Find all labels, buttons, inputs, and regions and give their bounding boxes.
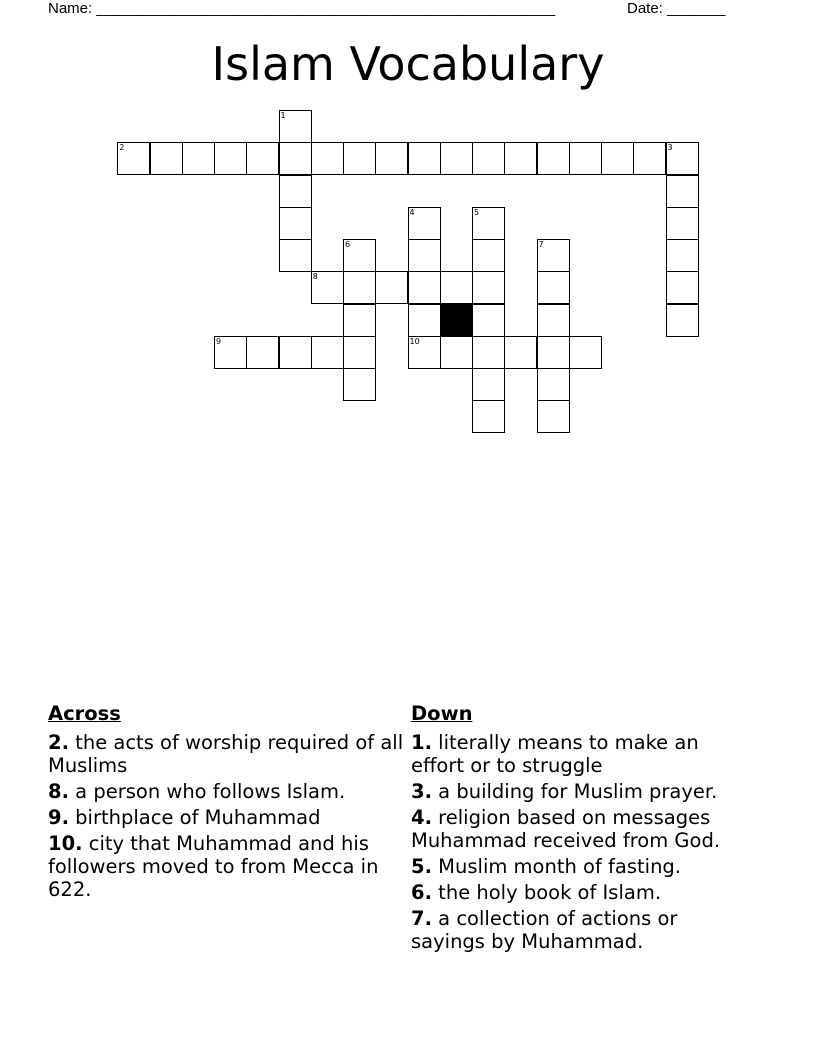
crossword-cell[interactable] [440,271,473,304]
clue-number: 2. [48,731,69,754]
across-clue [48,780,404,803]
clue-number-label: 5 [474,207,480,217]
clue-number-label: 10 [409,336,420,346]
crossword-cell[interactable] [666,175,699,208]
crossword-cell[interactable] [472,142,505,175]
clue-number: 4. [411,806,432,829]
crossword-cell[interactable] [343,304,376,337]
across-heading: Across [48,702,121,725]
crossword-cell[interactable] [343,142,376,175]
crossword-cell[interactable] [537,336,570,369]
crossword-cell[interactable] [440,336,473,369]
crossword-cell[interactable] [537,271,570,304]
clue-number-label: 3 [667,143,673,153]
crossword-cell[interactable] [343,271,376,304]
crossword-cell[interactable] [408,239,441,272]
clue-number: 1. [411,731,432,754]
crossword-cell[interactable] [472,336,505,369]
crossword-cell[interactable] [375,142,408,175]
clue-number-label: 2 [119,143,125,153]
crossword-cell[interactable] [279,336,312,369]
clue-number-label: 1 [280,111,286,120]
page-title: Islam Vocabulary [211,37,605,91]
crossword-cell[interactable] [375,271,408,304]
crossword-cell[interactable] [537,400,570,433]
crossword-cell[interactable] [311,271,344,304]
name-field-line[interactable]: Name: _______________________________________________________ [48,0,556,17]
crossword-cell[interactable] [408,142,441,175]
clue-number-label: 9 [216,336,222,346]
crossword-cell[interactable] [343,368,376,401]
crossword-cell[interactable] [311,336,344,369]
down-clue [411,881,751,904]
crossword-cell[interactable] [472,304,505,337]
crossword-cell[interactable] [633,142,666,175]
crossword-cell[interactable] [311,142,344,175]
crossword-cell[interactable] [504,336,537,369]
crossword-cell[interactable] [150,142,183,175]
across-clue [48,731,404,777]
down-clue [411,731,751,777]
clue-number: 10. [48,832,83,855]
clue-text: a building for Muslim prayer. [431,780,718,803]
crossword-cell[interactable] [117,142,150,175]
down-clues [411,702,751,956]
crossword-cell[interactable] [537,239,570,272]
crossword-cell[interactable] [408,271,441,304]
clue-number: 8. [48,780,69,803]
crossword-cell[interactable] [666,271,699,304]
crossword-grid [0,0,816,460]
crossword-cell[interactable] [182,142,215,175]
crossword-cell[interactable] [214,336,247,369]
clue-text: religion based on messages Muhammad received from God. [411,806,721,852]
crossword-cell[interactable] [537,142,570,175]
clue-number: 9. [48,806,69,829]
date-field-line[interactable]: Date: _______ [627,0,726,17]
crossword-cell[interactable] [279,239,312,272]
crossword-cell[interactable] [408,207,441,240]
crossword-cell[interactable] [343,336,376,369]
crossword-cell[interactable] [569,336,602,369]
clue-text: Muslim month of fasting. [431,855,682,878]
crossword-cell[interactable] [279,142,312,175]
crossword-cell[interactable] [472,271,505,304]
crossword-cell[interactable] [408,304,441,337]
clue-text: birthplace of Muhammad [68,806,321,829]
crossword-cell[interactable] [666,239,699,272]
clue-number: 7. [411,907,432,930]
clue-number-label: 6 [345,240,351,249]
clue-number: 3. [411,780,432,803]
crossword-cell[interactable] [472,207,505,240]
crossword-cell[interactable] [246,336,279,369]
crossword-cell[interactable] [537,368,570,401]
clue-text: the holy book of Islam. [431,881,662,904]
down-clue [411,806,751,852]
crossword-cell[interactable] [666,304,699,337]
crossword-cell[interactable] [569,142,602,175]
across-clues [48,702,404,904]
crossword-cell[interactable] [666,207,699,240]
crossword-cell[interactable] [472,368,505,401]
clue-number-label: 7 [538,240,544,249]
clue-number-label: 4 [409,207,415,217]
crossword-cell[interactable] [279,207,312,240]
down-clue [411,907,751,953]
down-heading: Down [411,702,473,725]
down-clue [411,780,751,803]
crossword-cell[interactable] [504,142,537,175]
crossword-cell[interactable] [537,304,570,337]
crossword-cell[interactable] [246,142,279,175]
clue-number-label: 8 [312,272,318,282]
clue-text: the acts of worship required of all Muslims [48,731,404,777]
clue-text: a person who follows Islam. [68,780,346,803]
across-clue [48,806,404,829]
crossword-cell[interactable] [601,142,634,175]
crossword-cell[interactable] [279,110,312,143]
crossword-cell[interactable] [279,175,312,208]
clue-number: 6. [411,881,432,904]
crossword-cell[interactable] [440,142,473,175]
clue-number: 5. [411,855,432,878]
blocked-cell [440,304,473,337]
clue-text: a collection of actions or sayings by Muhammad. [411,907,678,953]
crossword-cell[interactable] [472,239,505,272]
across-clue [48,832,404,901]
crossword-cell[interactable] [214,142,247,175]
crossword-cell[interactable] [343,239,376,272]
crossword-cell[interactable] [666,142,699,175]
crossword-cell[interactable] [408,336,441,369]
clue-text: literally means to make an effort or to struggle [411,731,699,777]
down-clue [411,855,751,878]
clue-text: city that Muhammad and his followers moved to from Mecca in 622. [48,832,379,901]
crossword-cell[interactable] [472,400,505,433]
